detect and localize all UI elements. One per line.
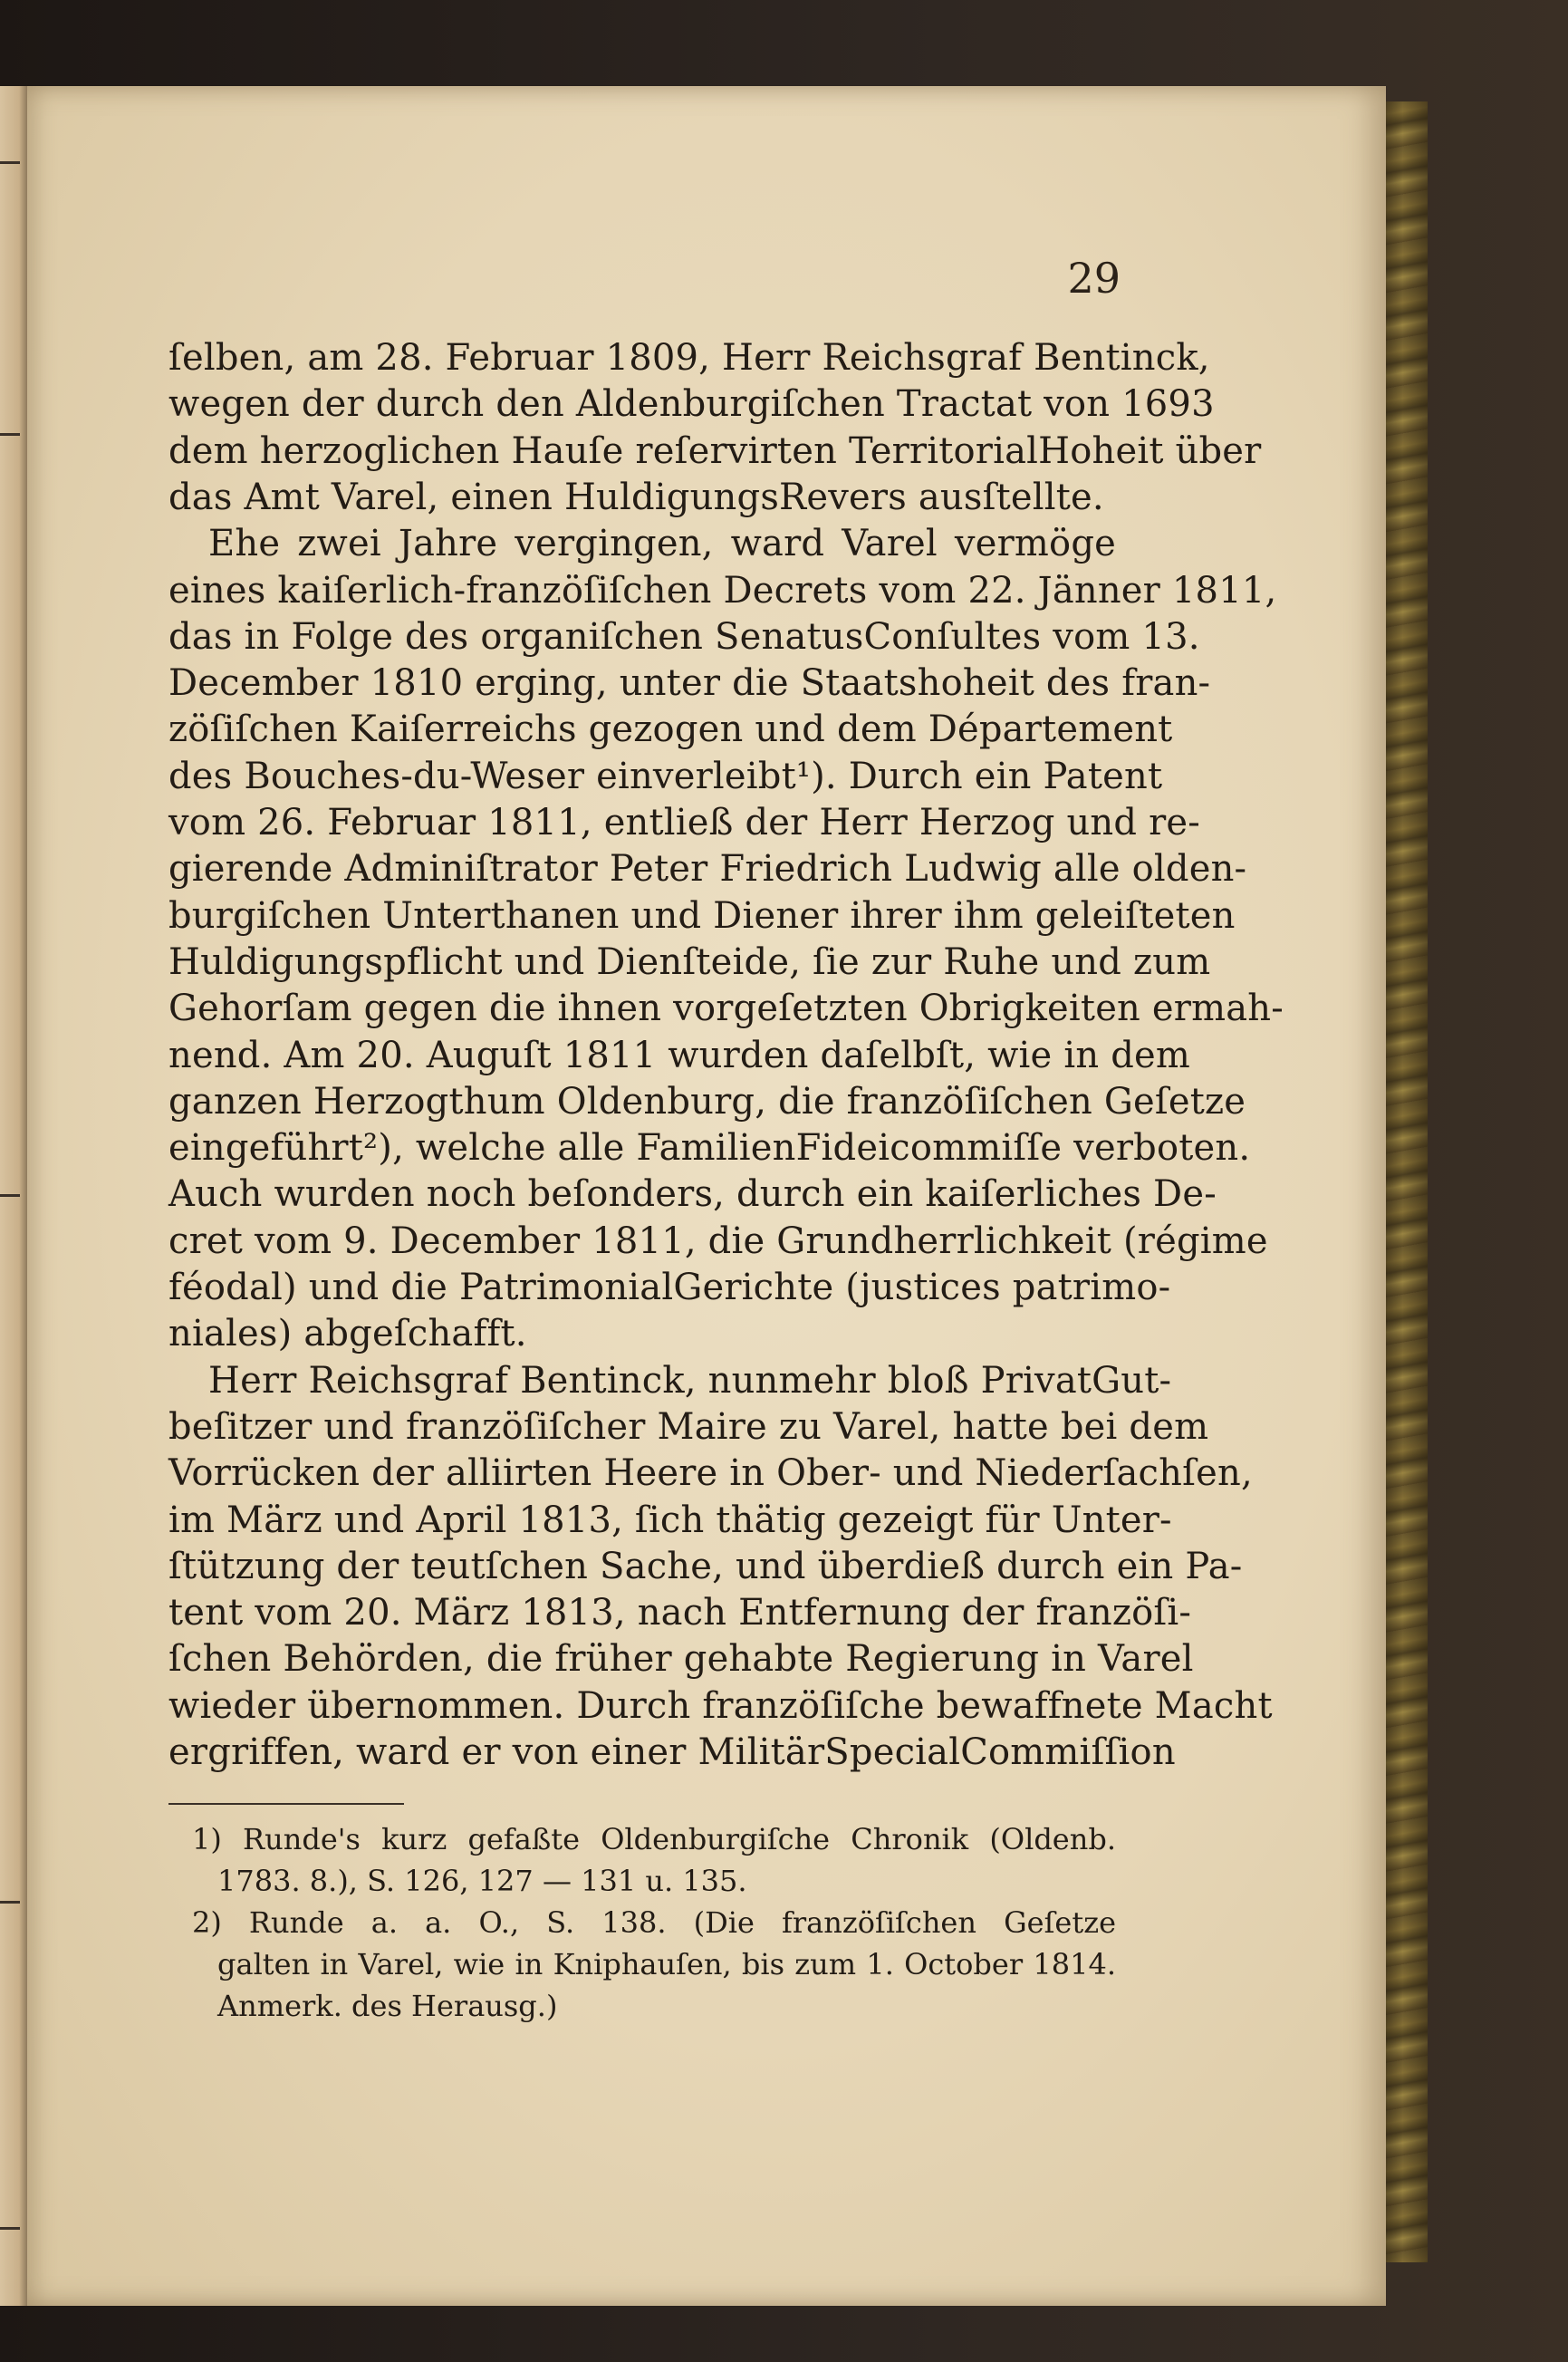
- text-line: niales) abgeſchafft.: [168, 1313, 527, 1355]
- text-line: cret vom 9. December 1811, die Grundherrlichkeit (régime: [168, 1220, 1268, 1262]
- text-line: dem herzoglichen Hauſe reſervirten TerritorialHoheit über: [168, 430, 1262, 472]
- footnote-line: 1783. 8.), S. 126, 127 — 131 u. 135.: [217, 1864, 747, 1898]
- text-line: ganzen Herzogthum Oldenburg, die franzöſiſchen Geſetze: [168, 1081, 1246, 1123]
- text-line: vom 26. Februar 1811, entließ der Herr Herzog und re-: [168, 802, 1201, 844]
- text-line: Vorrücken der alliirten Heere in Ober- und Niederſachſen,: [168, 1452, 1253, 1494]
- text-line: gierende Adminiſtrator Peter Friedrich Ludwig alle olden-: [168, 848, 1247, 890]
- text-line: Gehorſam gegen die ihnen vorgeſetzten Obrigkeiten ermah-: [168, 988, 1284, 1029]
- text-line: zöſiſchen Kaiſerreichs gezogen und dem Département: [168, 709, 1173, 750]
- margin-tick: [0, 1194, 20, 1197]
- footnote-line: 1) Runde's kurz gefaßte Oldenburgiſche Chronik (Oldenb.: [192, 1822, 1116, 1856]
- text-line: nend. Am 20. Auguſt 1811 wurden daſelbſt, wie in dem: [168, 1035, 1191, 1076]
- margin-tick: [0, 161, 20, 164]
- text-line: das in Folge des organiſchen SenatusConſultes vom 13.: [168, 616, 1200, 658]
- text-line: eingeführt²), welche alle FamilienFideicommiſſe verboten.: [168, 1127, 1251, 1169]
- text-line: Huldigungspflicht und Dienſteide, ſie zur Ruhe und zum: [168, 941, 1211, 983]
- text-line: wieder übernommen. Durch franzöſiſche bewaffnete Macht: [168, 1685, 1273, 1727]
- footnote-line: 2) Runde a. a. O., S. 138. (Die franzöſiſchen Geſetze: [192, 1905, 1116, 1940]
- text-line: Ehe zwei Jahre vergingen, ward Varel vermöge: [208, 523, 1116, 564]
- text-line: ſchen Behörden, die früher gehabte Regierung in Varel: [168, 1638, 1194, 1680]
- text-line-final: ergriffen, ward er von einer MilitärSpecialCommiſſion: [168, 1731, 1176, 1773]
- text-line: das Amt Varel, einen HuldigungsRevers ausſtellte.: [168, 477, 1104, 518]
- text-line: beſitzer und franzöſiſcher Maire zu Varel, hatte bei dem: [168, 1406, 1209, 1448]
- margin-tick: [0, 433, 20, 436]
- text-line: im März und April 1813, ſich thätig gezeigt für Unter-: [168, 1499, 1172, 1541]
- text-line: des Bouches-du-Weser einverleibt¹). Durch ein Patent: [168, 756, 1163, 797]
- text-line: ſtützung der teutſchen Sache, und überdieß durch ein Pa-: [168, 1546, 1243, 1587]
- text-line: burgiſchen Unterthanen und Diener ihrer ihm geleiſteten: [168, 895, 1236, 937]
- text-line: féodal) und die PatrimonialGerichte (justices patrimo-: [168, 1267, 1171, 1308]
- text-line: Auch wurden noch beſonders, durch ein kaiſerliches De-: [168, 1173, 1217, 1215]
- footnote-line: galten in Varel, wie in Kniphauſen, bis zum 1. October 1814.: [217, 1947, 1116, 1981]
- page-edge-shadow: [1386, 101, 1428, 2262]
- text-line: eines kaiſerlich-franzöſiſchen Decrets vom 22. Jänner 1811,: [168, 570, 1277, 612]
- text-line: wegen der durch den Aldenburgiſchen Tractat von 1693: [168, 383, 1215, 425]
- margin-tick: [0, 2227, 20, 2230]
- text-line: ſelben, am 28. Februar 1809, Herr Reichsgraf Bentinck,: [168, 337, 1210, 379]
- text-line: tent vom 20. März 1813, nach Entfernung der franzöſi-: [168, 1592, 1192, 1634]
- footnote-rule: [168, 1803, 404, 1805]
- margin-tick: [0, 1901, 20, 1904]
- text-line: Herr Reichsgraf Bentinck, nunmehr bloß PrivatGut-: [208, 1360, 1172, 1402]
- page-number: 29: [1067, 254, 1121, 303]
- footnote-line: Anmerk. des Herausg.): [217, 1989, 558, 2023]
- text-line: December 1810 erging, unter die Staatshoheit des fran-: [168, 662, 1211, 704]
